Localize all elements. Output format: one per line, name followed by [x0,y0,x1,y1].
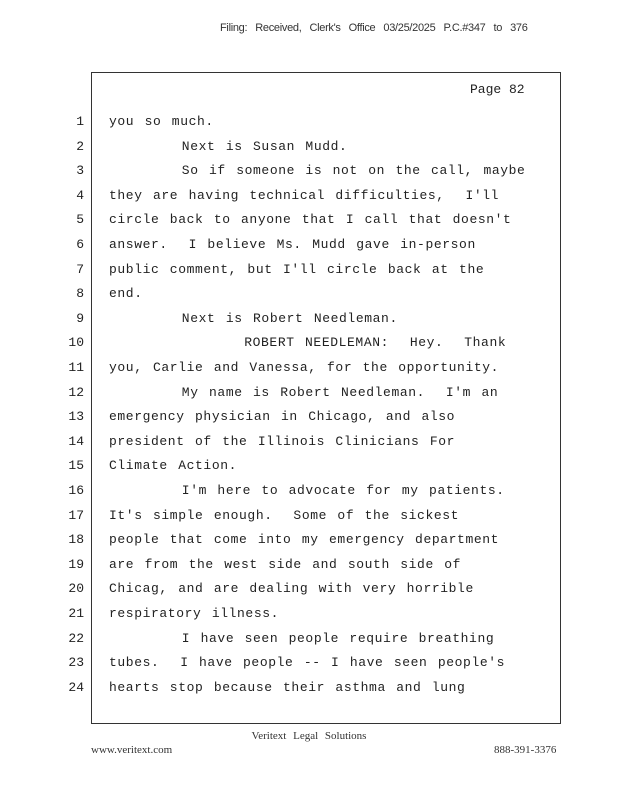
line-number: 18 [68,532,84,548]
line-number: 22 [68,630,84,646]
transcript-line [0,286,618,306]
transcript-line [0,606,618,626]
transcript-line [0,335,618,355]
line-text: circle back to anyone that I call that doesn't [109,212,512,228]
line-number: 12 [68,384,84,400]
line-number: 24 [68,679,84,695]
transcript-line [0,631,618,651]
line-text: It's simple enough. Some of the sickest [109,507,460,523]
line-text: you so much. [109,114,214,129]
filing-page-end: 376 [510,22,528,34]
filing-label: Filing: [220,22,248,34]
line-number: 9 [76,310,84,326]
transcript-line [0,114,618,134]
filing-pc-number: P.C.#347 [443,22,486,34]
line-text: Next is Susan Mudd. [109,138,348,154]
footer-phone: 888-391-3376 [494,744,557,756]
line-text: Next is Robert Needleman. [109,310,398,326]
line-number: 20 [68,581,84,597]
line-text: hearts stop because their asthma and lung [109,679,466,695]
transcript-line [0,311,618,331]
transcript-line [0,581,618,601]
line-number: 19 [68,556,84,572]
line-text: people that come into my emergency department [109,532,500,548]
filing-received: Received, [255,22,302,34]
line-number: 5 [76,212,84,228]
filing-clerks: Clerk's [309,22,341,34]
filing-date: 03/25/2025 [383,22,436,34]
line-number: 4 [76,187,84,203]
line-text: I have seen people require breathing [109,630,495,646]
line-number: 21 [68,606,84,621]
transcript-line [0,188,618,208]
line-number: 15 [68,458,84,474]
footer-company: Veritext Legal Solutions [251,730,367,742]
transcript-line [0,434,618,454]
footer-website: www.veritext.com [91,744,173,756]
line-number: 16 [68,483,84,498]
transcript-line [0,163,618,183]
transcript-line [0,212,618,232]
line-number: 23 [68,655,84,671]
line-text: So if someone is not on the call, maybe [109,163,526,179]
transcript-line [0,360,618,380]
line-number: 11 [68,360,84,375]
line-text: are from the west side and south side of [109,556,462,572]
transcript-line [0,655,618,675]
line-number: 14 [68,433,84,449]
line-text: you, Carlie and Vanessa, for the opportunity. [109,360,500,375]
transcript-line [0,409,618,429]
transcript-line [0,483,618,503]
filing-to: to [493,22,503,34]
transcript-line [0,385,618,405]
filing-header [220,22,550,34]
line-number: 10 [68,335,84,351]
line-number: 17 [68,507,84,523]
line-text: public comment, but I'll circle back at the [109,261,485,277]
transcript-line [0,262,618,282]
line-text: I'm here to advocate for my patients. [109,483,505,498]
line-text: answer. I believe Ms. Mudd gave in-person [109,237,476,252]
line-number: 3 [76,163,84,179]
line-text: president of the Illinois Clinicians For [109,433,456,449]
line-number: 8 [76,286,84,302]
line-text: respiratory illness. [109,606,280,621]
line-text: end. [109,286,143,302]
transcript-line [0,557,618,577]
transcript-line [0,237,618,257]
line-number: 6 [76,237,84,252]
transcript-line [0,680,618,700]
transcript-line [0,508,618,528]
line-number: 2 [76,138,84,154]
transcript-line [0,458,618,478]
transcript-line [0,139,618,159]
page-number: Page 82 [470,82,525,97]
line-text: emergency physician in Chicago, and also [109,409,456,425]
line-text: they are having technical difficulties, I'll [109,187,500,203]
line-text: My name is Robert Needleman. I'm an [109,384,499,400]
line-text: Climate Action. [109,458,238,474]
line-number: 1 [76,114,84,129]
line-number: 13 [68,409,84,425]
line-text: Chicag, and are dealing with very horrible [109,581,474,597]
line-text: tubes. I have people -- I have seen people's [109,655,506,671]
transcript-line [0,532,618,552]
line-number: 7 [76,261,84,277]
line-text: ROBERT NEEDLEMAN: Hey. Thank [109,335,507,351]
filing-office: Office [348,22,376,34]
